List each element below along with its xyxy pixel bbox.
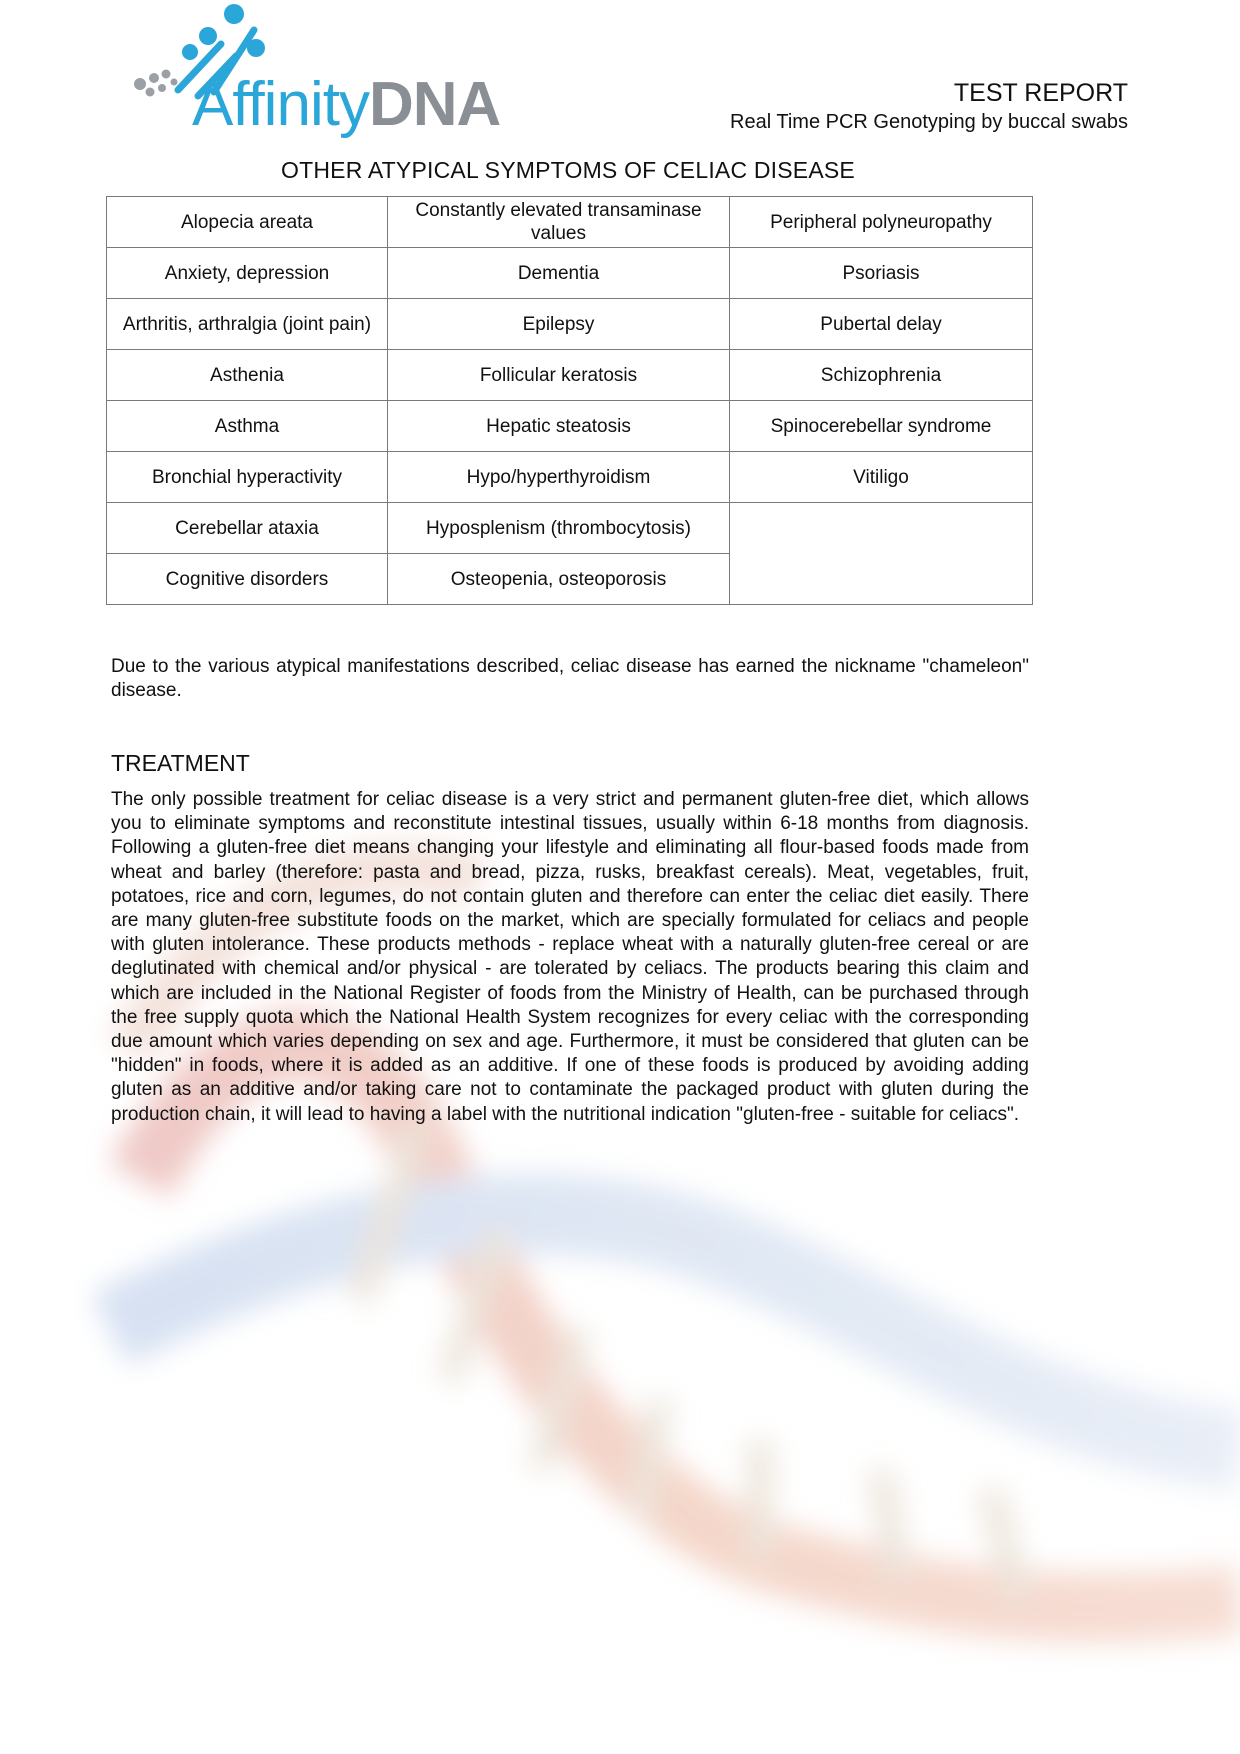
table-row	[107, 248, 1033, 299]
table-cell: Pubertal delay	[730, 299, 1033, 350]
table-cell: Asthma	[107, 401, 388, 452]
table-cell: Vitiligo	[730, 452, 1033, 503]
table-cell: Alopecia areata	[107, 197, 388, 248]
table-cell-empty	[730, 503, 1033, 605]
table-cell: Cognitive disorders	[107, 554, 388, 605]
table-row	[107, 299, 1033, 350]
table-cell: Epilepsy	[388, 299, 730, 350]
treatment-paragraph: The only possible treatment for celiac disease is a very strict and permanent gluten-free diet, which allows you to eliminate symptoms and reconstitute intestinal tissues, usually within 6-18 months from diagnosis. Following a gluten-free diet means changing your lifestyle and eliminating all flour-based foods made from wheat and barley (therefore: pasta and bread, pizza, rusks, breakfast cereals). Meat, vegetables, fruit, potatoes, rice and corn, legumes, do not contain gluten and therefore can enter the celiac diet easily. There are many gluten-free substitute foods on the market, which are specially formulated for celiacs and people with gluten intolerance. These products methods - replace wheat with a naturally gluten-free cereal or are deglutinated with chemical and/or physical - are tolerated by celiacs. The products bearing this claim and which are included in the National Register of foods from the Ministry of Health, can be purchased through the free supply quota which the National Health System recognizes for every celiac with the corresponding due amount which varies depending on sex and age. Furthermore, it must be considered that gluten can be "hidden" in foods, where it is added as an additive. If one of these foods is produced by avoiding adding gluten as an additive and/or taking care not to contaminate the packaged product with gluten during the production chain, it will lead to having a label with the nutritional indication "gluten-free - suitable for celiacs".	[111, 789, 1029, 1125]
logo-wordmark	[192, 70, 501, 139]
table-cell: Bronchial hyperactivity	[107, 452, 388, 503]
symptoms-table	[106, 196, 1033, 605]
report-heading	[730, 78, 1128, 136]
logo-text-affinity: Affinity	[192, 70, 369, 139]
table-cell: Psoriasis	[730, 248, 1033, 299]
symptoms-section-title: OTHER ATYPICAL SYMPTOMS OF CELIAC DISEASE	[281, 157, 855, 183]
report-title: TEST REPORT	[953, 79, 1128, 107]
table-cell: Asthenia	[107, 350, 388, 401]
affinity-dna-logo	[126, 0, 546, 150]
table-cell: Osteopenia, osteoporosis	[388, 554, 730, 605]
table-cell: Hypo/hyperthyroidism	[388, 452, 730, 503]
treatment-heading: TREATMENT	[111, 750, 250, 776]
table-cell: Spinocerebellar syndrome	[730, 401, 1033, 452]
table-row	[107, 401, 1033, 452]
table-row	[107, 197, 1033, 248]
table-row	[107, 452, 1033, 503]
table-cell: Arthritis, arthralgia (joint pain)	[107, 299, 388, 350]
table-cell: Dementia	[388, 248, 730, 299]
table-cell: Constantly elevated transaminase values	[388, 197, 730, 248]
chameleon-paragraph: Due to the various atypical manifestations described, celiac disease has earned the nickname "chameleon" disease.	[111, 656, 1029, 702]
table-cell: Schizophrenia	[730, 350, 1033, 401]
report-subtitle: Real Time PCR Genotyping by buccal swabs	[730, 111, 1128, 133]
table-cell: Cerebellar ataxia	[107, 503, 388, 554]
table-cell: Hepatic steatosis	[388, 401, 730, 452]
table-cell: Hyposplenism (thrombocytosis)	[388, 503, 730, 554]
table-cell: Follicular keratosis	[388, 350, 730, 401]
table-row	[107, 503, 1033, 554]
table-cell: Anxiety, depression	[107, 248, 388, 299]
table-row	[107, 350, 1033, 401]
logo-text-dna: DNA	[368, 70, 501, 139]
table-cell: Peripheral polyneuropathy	[730, 197, 1033, 248]
